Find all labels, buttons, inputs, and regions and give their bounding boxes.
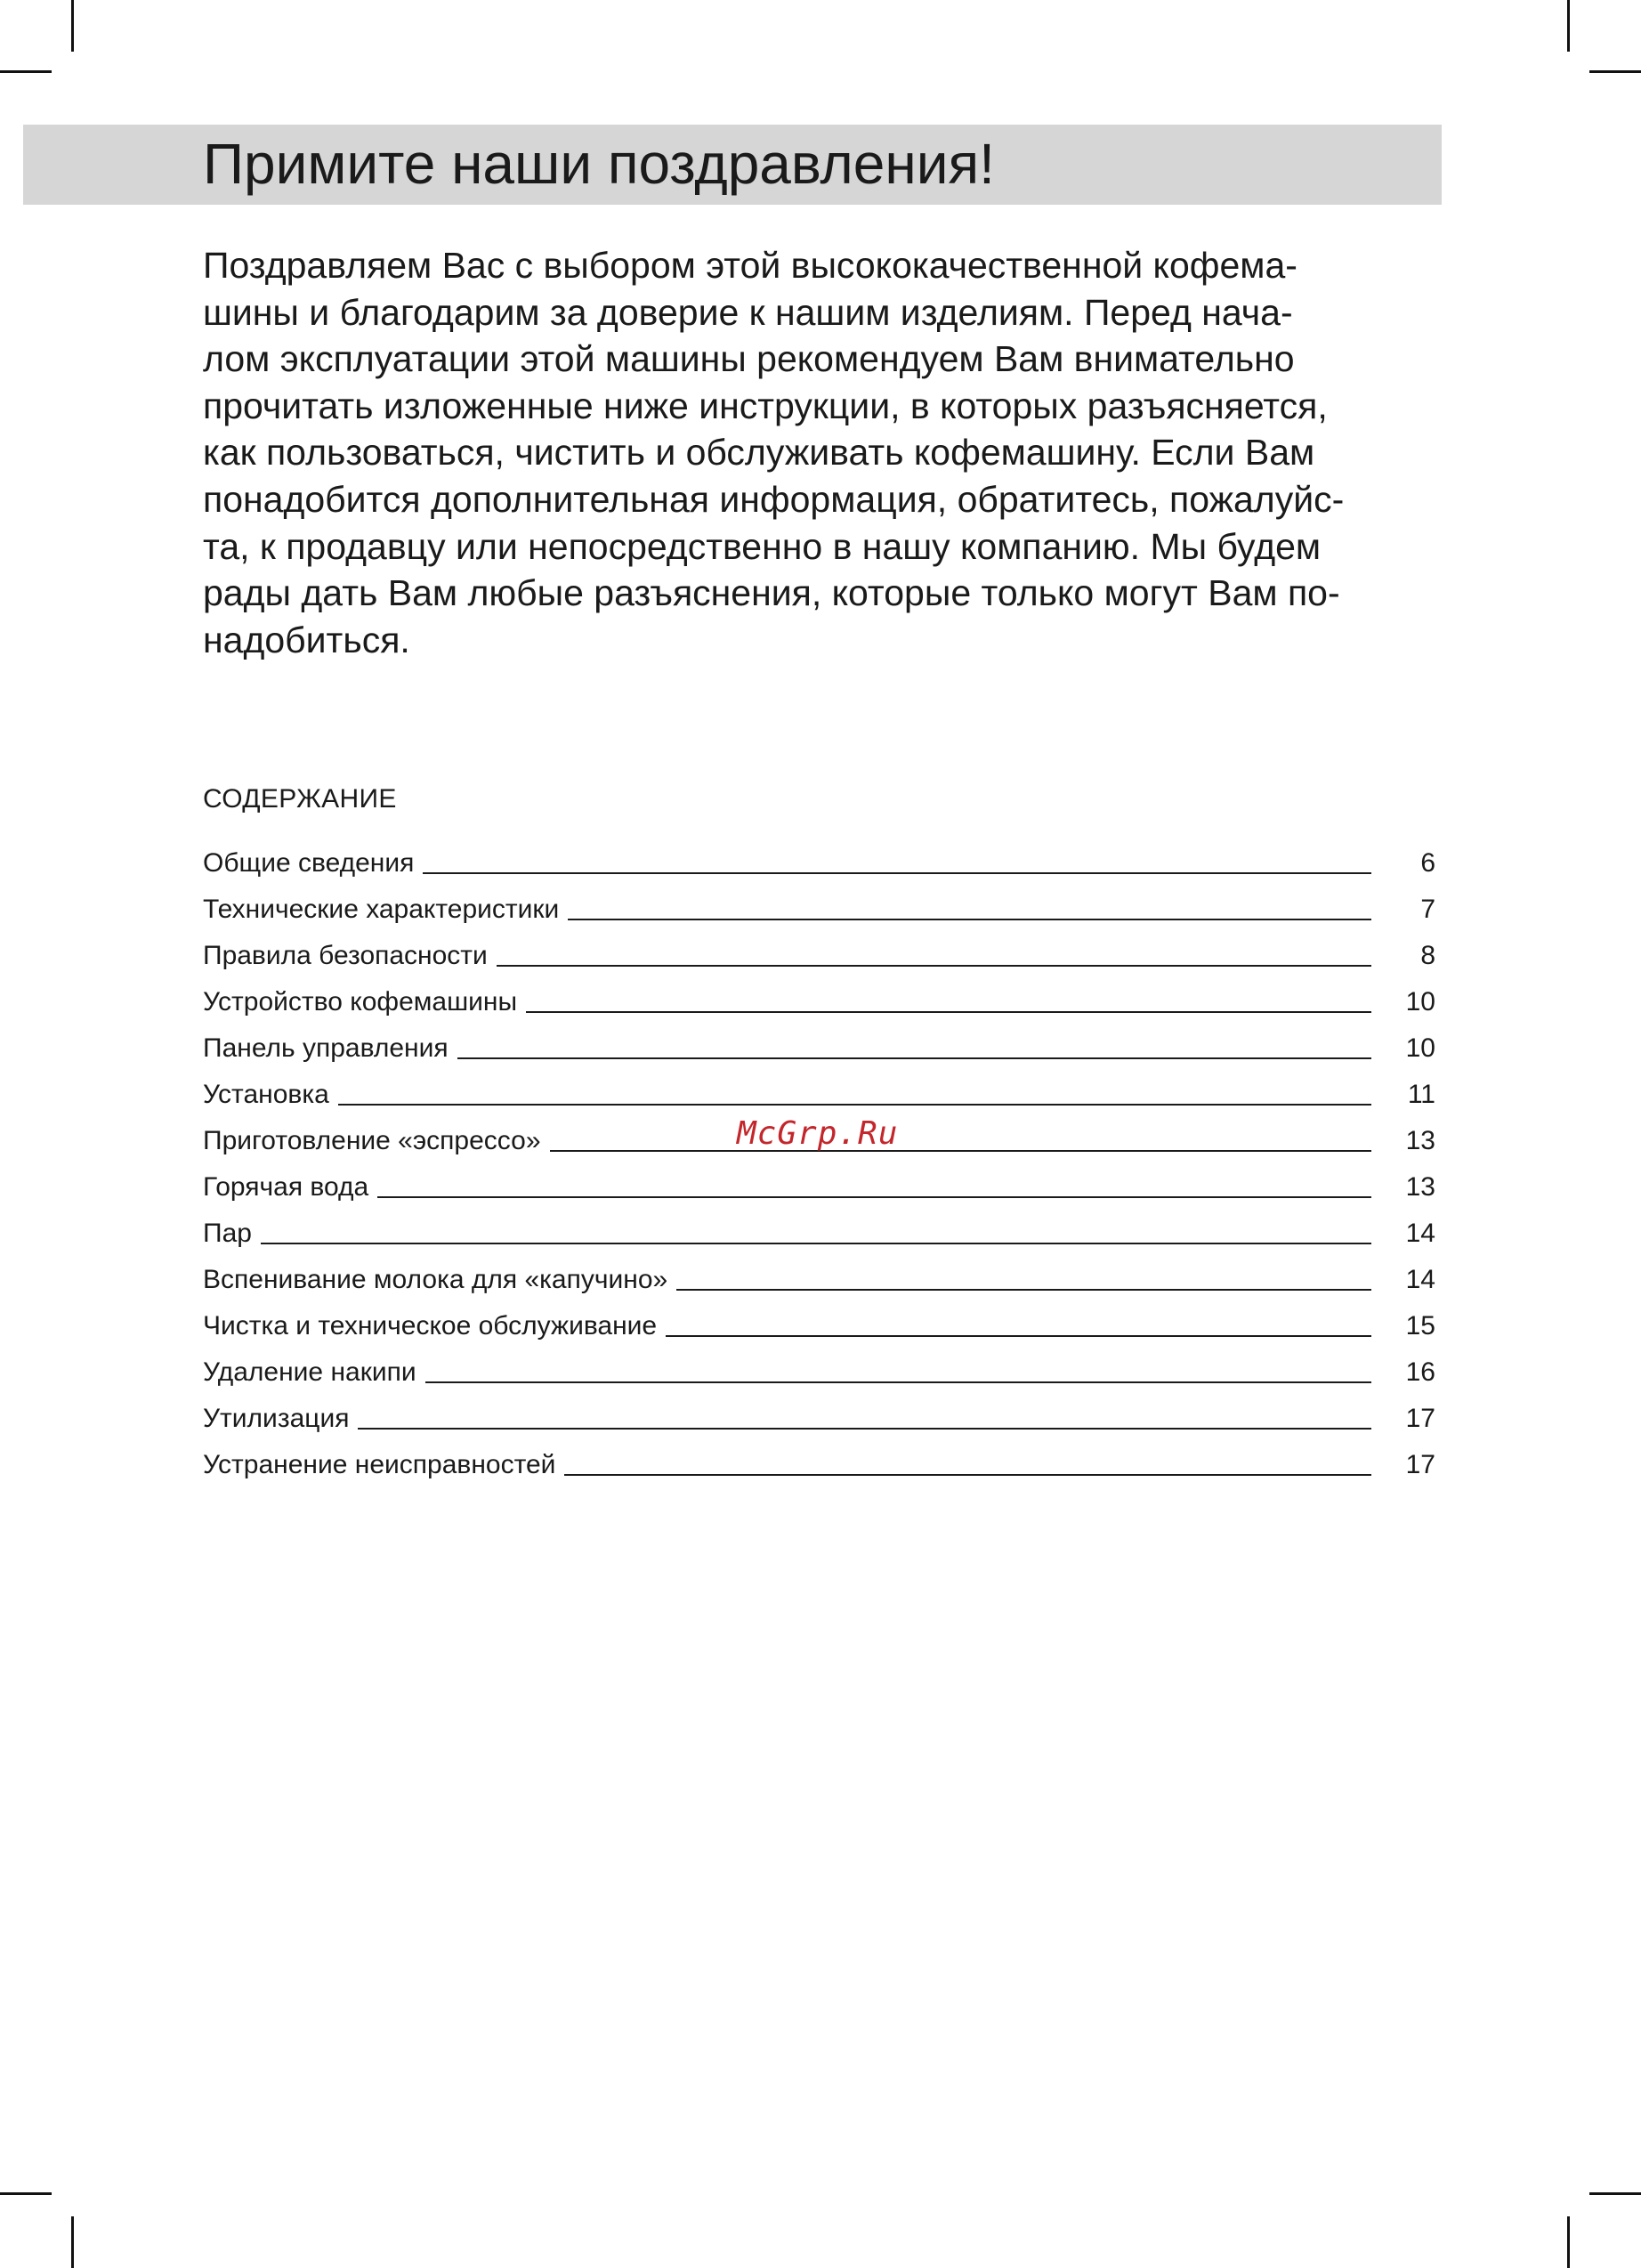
toc-item-page: 17 [1405, 1404, 1435, 1433]
toc-item-label: Пар [203, 1219, 252, 1248]
toc-item-steam[interactable] [203, 1205, 1435, 1251]
toc-item-page: 6 [1420, 848, 1435, 878]
toc-item-page: 14 [1405, 1265, 1435, 1294]
toc-leader-line [423, 872, 1371, 874]
toc-item-label: Устранение неисправностей [203, 1450, 556, 1479]
crop-mark-bottom-right-horizontal [1589, 2192, 1641, 2195]
toc-leader-line [526, 1011, 1371, 1013]
toc-item-label: Устройство кофемашины [203, 987, 518, 1017]
crop-mark-top-right-horizontal [1589, 70, 1641, 73]
toc-item-label: Горячая вода [203, 1172, 369, 1202]
toc-item-page: 17 [1405, 1450, 1435, 1479]
toc-item-page: 10 [1405, 1033, 1435, 1063]
toc-item-label: Установка [203, 1080, 329, 1109]
toc-item-label: Технические характеристики [203, 895, 560, 924]
toc-item-page: 15 [1405, 1311, 1435, 1341]
toc-item-label: Утилизация [203, 1404, 350, 1433]
intro-line: надобиться. [203, 619, 410, 660]
toc-item-label: Приготовление «эспрессо» [203, 1126, 541, 1155]
intro-line: прочитать изложенные ниже инструкции, в которых разъясняется, [203, 385, 1328, 426]
toc-item-page: 7 [1420, 895, 1435, 924]
toc-item-page: 10 [1405, 987, 1435, 1017]
crop-mark-bottom-right-vertical [1567, 2216, 1570, 2268]
toc-item-label: Панель управления [203, 1033, 449, 1063]
intro-line: та, к продавцу или непосредственно в нашу компанию. Мы будем [203, 525, 1322, 567]
toc-item-label: Вспенивание молока для «капучино» [203, 1265, 668, 1294]
toc-item-machine-layout[interactable] [203, 974, 1435, 1020]
intro-line: рады дать Вам любые разъяснения, которые только могут Вам по- [203, 572, 1340, 614]
toc-item-hot-water[interactable] [203, 1159, 1435, 1205]
crop-mark-top-left-vertical [71, 0, 74, 52]
toc-leader-line [338, 1104, 1371, 1106]
toc-item-descaling[interactable] [203, 1344, 1435, 1390]
toc-item-cleaning[interactable] [203, 1298, 1435, 1344]
watermark-logo: McGrp.Ru [737, 1115, 899, 1152]
toc-leader-line [425, 1381, 1371, 1383]
toc-item-milk-frothing[interactable] [203, 1251, 1435, 1298]
toc-item-page: 11 [1407, 1080, 1435, 1109]
intro-paragraph [203, 242, 1449, 663]
toc-leader-line [568, 919, 1371, 920]
toc-item-installation[interactable] [203, 1066, 1435, 1113]
intro-line: шины и благодарим за доверие к нашим изделиям. Перед нача- [203, 291, 1293, 333]
toc-item-label: Удаление накипи [203, 1357, 416, 1387]
toc-item-page: 8 [1420, 941, 1435, 970]
toc-item-general-info[interactable] [203, 835, 1435, 881]
toc-leader-line [564, 1474, 1371, 1476]
toc-leader-line [377, 1196, 1371, 1198]
toc-item-safety-rules[interactable] [203, 927, 1435, 974]
toc-item-disposal[interactable] [203, 1390, 1435, 1437]
toc-item-label: Чистка и техническое обслуживание [203, 1311, 658, 1341]
intro-line: как пользоваться, чистить и обслуживать кофемашину. Если Вам [203, 432, 1315, 474]
crop-mark-top-right-vertical [1567, 0, 1570, 52]
page-title: Примите наши поздравления! [203, 132, 995, 196]
intro-line: понадобится дополнительная информация, обратитесь, пожалуйс- [203, 478, 1345, 520]
intro-line: лом эксплуатации этой машины рекомендуем Вам внимательно [203, 338, 1295, 380]
toc-item-page: 16 [1405, 1357, 1435, 1387]
toc-item-page: 13 [1405, 1172, 1435, 1202]
toc-leader-line [676, 1289, 1371, 1291]
toc-item-page: 13 [1405, 1126, 1435, 1155]
toc-leader-line [497, 965, 1371, 967]
crop-mark-bottom-left-vertical [71, 2216, 74, 2268]
toc-heading: СОДЕРЖАНИЕ [203, 784, 397, 814]
toc-leader-line [261, 1243, 1371, 1244]
toc-leader-line [550, 1150, 1372, 1152]
intro-line: Поздравляем Вас с выбором этой высококачественной кофема- [203, 245, 1297, 286]
toc-item-label: Правила безопасности [203, 941, 488, 970]
toc-item-label: Общие сведения [203, 848, 415, 878]
toc-item-page: 14 [1405, 1219, 1435, 1248]
toc-item-troubleshooting[interactable] [203, 1437, 1435, 1483]
toc-item-control-panel[interactable] [203, 1020, 1435, 1066]
toc-leader-line [666, 1335, 1371, 1337]
crop-mark-top-left-horizontal [0, 70, 52, 73]
crop-mark-bottom-left-horizontal [0, 2192, 52, 2195]
table-of-contents [203, 835, 1435, 1483]
toc-leader-line [358, 1428, 1371, 1430]
toc-leader-line [457, 1057, 1371, 1059]
toc-item-specifications[interactable] [203, 881, 1435, 927]
